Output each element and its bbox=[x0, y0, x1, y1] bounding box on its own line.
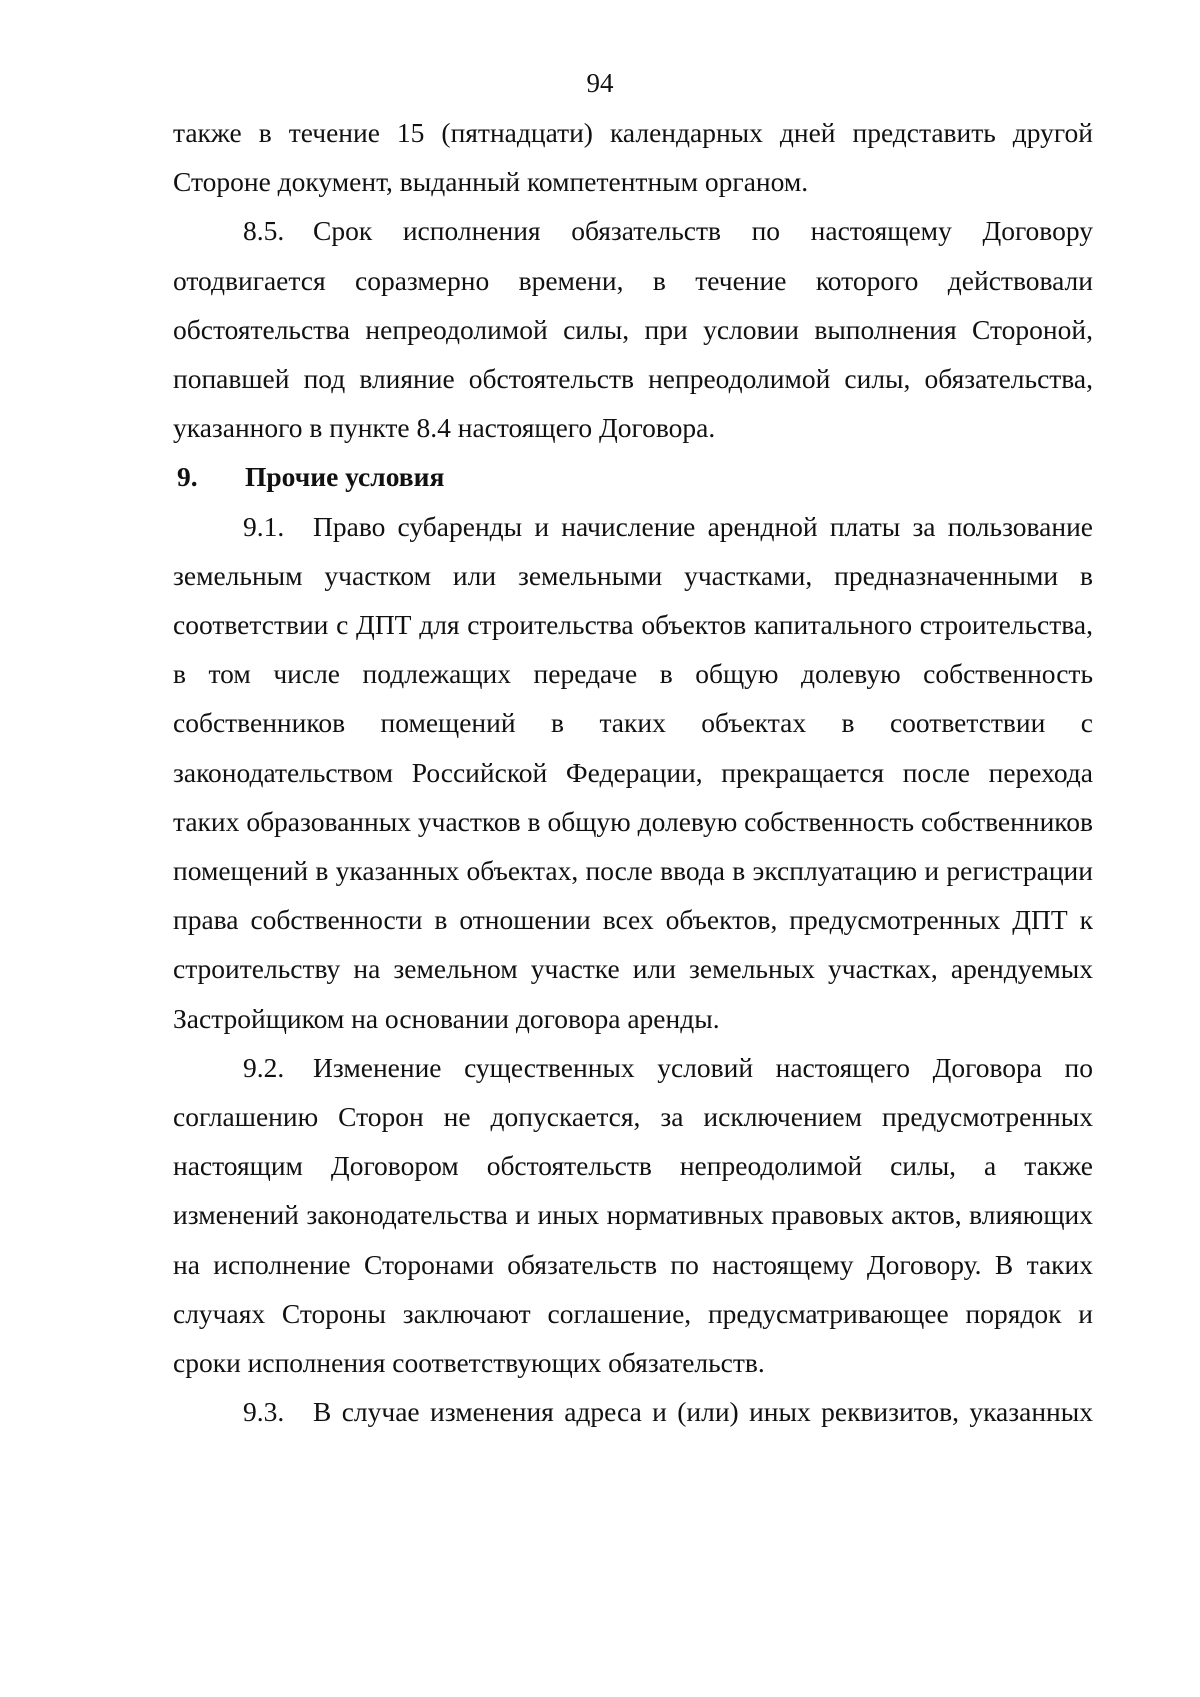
clause-text: Изменение существенных условий настоящего Договора по соглашению Сторон не допускается, за исключением предусмотренных настоящим Договором обстоятельств непреодолимой силы, а также изменений законодательства и иных нормативных правовых актов, влияющих на исполнение Сторонами обязательств по настоящему Договору. В таких случаях Стороны заключают соглашение, предусматривающее порядок и сроки исполнения соответствующих обязательств. bbox=[173, 1051, 1093, 1379]
clause-number: 9.1. bbox=[243, 510, 285, 542]
section-number: 9. bbox=[177, 461, 198, 493]
clause-text: Срок исполнения обязательств по настоящему Договору отодвигается соразмерно времени, в течение которого действовали обстоятельства непреодолимой силы, при условии выполнения Стороной, попавшей под влияние обстоятельств непреодолимой силы, обязательства, указанного в пункте 8.4 настоящего Договора. bbox=[173, 215, 1093, 444]
section-title: Прочие условия bbox=[245, 461, 445, 493]
document-body bbox=[173, 108, 1093, 1436]
intro-paragraph: также в течение 15 (пятнадцати) календарных дней представить другой Стороне документ, выданный компетентным органом. bbox=[173, 117, 1093, 198]
page-number: 94 bbox=[586, 68, 614, 98]
clause-text: В случае изменения адреса и (или) иных реквизитов, указанных bbox=[313, 1396, 1093, 1428]
clause-9-3 bbox=[173, 1387, 1093, 1436]
clause-9-1 bbox=[173, 502, 1093, 1043]
clause-text: Право субаренды и начисление арендной платы за пользование земельным участком или земельными участками, предназначенными в соответствии с ДПТ для строительства объектов капитального строительства, в том числе подлежащих передаче в общую долевую собственность собственников помещений в таких объектах в соответствии с законодательством Российской Федерации, прекращается после перехода таких образованных участков в общую долевую собственность собственников помещений в указанных объектах, после ввода в эксплуатацию и регистрации права собственности в отношении всех объектов, предусмотренных ДПТ к строительству на земельном участке или земельных участках, арендуемых Застройщиком на основании договора аренды. bbox=[173, 510, 1093, 1034]
clause-9-2 bbox=[173, 1043, 1093, 1387]
clause-number: 9.2. bbox=[243, 1051, 285, 1083]
clause-number: 8.5. bbox=[243, 215, 285, 247]
clause-number: 9.3. bbox=[243, 1396, 285, 1428]
clause-8-5 bbox=[173, 206, 1093, 452]
section-heading bbox=[173, 452, 1093, 501]
